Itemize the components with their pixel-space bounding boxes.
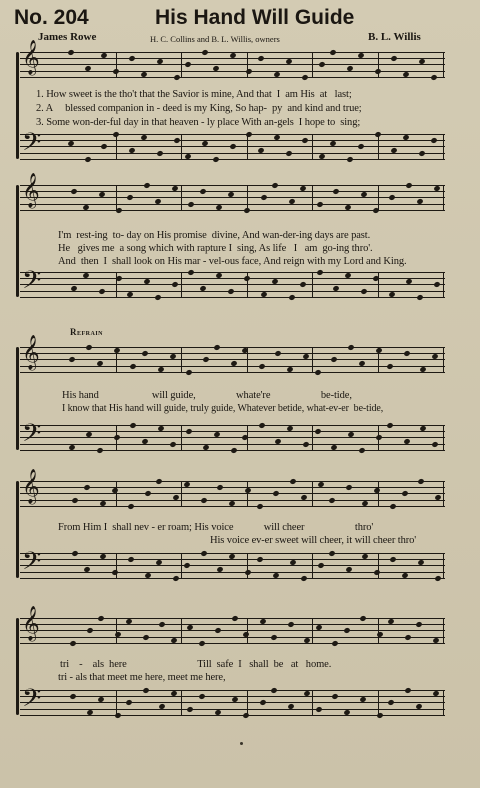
note-head bbox=[328, 550, 335, 557]
system-brace bbox=[16, 481, 19, 578]
bass-clef-icon: 𝄢 bbox=[22, 685, 42, 718]
bass-staff-3 bbox=[20, 420, 445, 453]
bass-clef-icon: 𝄢 bbox=[22, 548, 42, 581]
note-head bbox=[376, 712, 383, 719]
staff-line bbox=[20, 565, 445, 566]
staff-line bbox=[20, 444, 445, 445]
note-head bbox=[112, 68, 119, 75]
note-head bbox=[301, 74, 308, 81]
bar-line bbox=[247, 134, 248, 160]
note-head bbox=[242, 712, 249, 719]
bar-line bbox=[181, 185, 182, 211]
bar-line bbox=[181, 347, 182, 373]
note-head bbox=[314, 369, 321, 376]
note-head bbox=[83, 484, 90, 491]
note-head bbox=[345, 484, 352, 491]
note-head bbox=[187, 201, 194, 208]
treble-clef-icon: 𝄞 bbox=[22, 174, 40, 207]
note-head bbox=[343, 628, 350, 635]
note-head bbox=[386, 422, 393, 429]
note-head bbox=[68, 357, 75, 364]
verse-1-line-2: I'm rest-ing to- day on His promise divine, And wan-der-ing days are past. bbox=[58, 230, 371, 241]
treble-clef-icon: 𝄞 bbox=[22, 607, 40, 640]
bar-line bbox=[443, 553, 444, 579]
note-head bbox=[198, 640, 205, 647]
lyricist: James Rowe bbox=[38, 31, 97, 43]
bar-line bbox=[312, 481, 313, 507]
composer: B. L. Willis bbox=[368, 31, 421, 43]
note-head bbox=[98, 288, 105, 295]
note-head bbox=[315, 706, 322, 713]
note-head bbox=[318, 62, 325, 69]
verse-3-line-2: And then I shall look on His mar - vel-ous face, And reign with my Lord and King. bbox=[58, 256, 407, 267]
note-head bbox=[100, 144, 107, 151]
staff-line bbox=[20, 77, 445, 78]
note-head bbox=[359, 615, 366, 622]
note-head bbox=[143, 182, 150, 189]
bar-line bbox=[312, 347, 313, 373]
note-head bbox=[288, 294, 295, 301]
bar-line bbox=[116, 553, 117, 579]
note-head bbox=[373, 569, 380, 576]
refrain-bass-2: His voice ev-er sweet will cheer, it will cheer thro' bbox=[210, 535, 417, 546]
note-head bbox=[128, 55, 135, 62]
note-head bbox=[216, 484, 223, 491]
note-head bbox=[213, 344, 220, 351]
bar-line bbox=[116, 481, 117, 507]
note-head bbox=[230, 447, 237, 454]
copyright-owners: H. C. Collins and B. L. Willis, owners bbox=[150, 34, 280, 44]
note-head bbox=[231, 615, 238, 622]
bar-line bbox=[181, 618, 182, 644]
refrain-label: Refrain bbox=[70, 327, 104, 337]
note-head bbox=[187, 269, 194, 276]
bar-line bbox=[312, 272, 313, 298]
note-head bbox=[272, 491, 279, 498]
note-head bbox=[229, 144, 236, 151]
note-head bbox=[241, 435, 248, 442]
bar-line bbox=[181, 553, 182, 579]
note-head bbox=[404, 634, 411, 641]
bar-line bbox=[181, 425, 182, 451]
note-head bbox=[127, 556, 134, 563]
note-head bbox=[113, 435, 120, 442]
bar-line bbox=[443, 272, 444, 298]
bar-line bbox=[378, 553, 379, 579]
note-head bbox=[386, 363, 393, 370]
note-head bbox=[317, 563, 324, 570]
note-head bbox=[67, 49, 74, 56]
note-head bbox=[185, 428, 192, 435]
note-head bbox=[184, 62, 191, 69]
bass-staff-1 bbox=[20, 129, 445, 162]
note-head bbox=[71, 497, 78, 504]
note-head bbox=[129, 422, 136, 429]
bar-line bbox=[181, 690, 182, 716]
note-head bbox=[256, 556, 263, 563]
note-head bbox=[97, 615, 104, 622]
bar-line bbox=[443, 690, 444, 716]
bar-line bbox=[378, 134, 379, 160]
note-head bbox=[173, 74, 180, 81]
note-head bbox=[372, 207, 379, 214]
staff-line bbox=[20, 643, 445, 644]
note-head bbox=[155, 478, 162, 485]
note-head bbox=[300, 575, 307, 582]
note-head bbox=[111, 569, 118, 576]
note-head bbox=[185, 369, 192, 376]
staff-line bbox=[20, 690, 445, 691]
refrain-soprano-2: From Him I shall nev - er roam; His voice will cheer thro' bbox=[58, 522, 374, 533]
note-head bbox=[129, 363, 136, 370]
refrain-soprano-1: His hand will guide, whate're be-tide, bbox=[62, 390, 352, 401]
page-mark bbox=[240, 742, 243, 745]
verse-3-line-1: 3. Some won-der-ful day in that heaven - ly place With an-gels I hope to sing; bbox=[36, 117, 361, 128]
bar-line bbox=[312, 185, 313, 211]
staff-line bbox=[20, 58, 445, 59]
staff-line bbox=[20, 140, 445, 141]
bass-staff-5 bbox=[20, 685, 445, 718]
note-head bbox=[126, 195, 133, 202]
bass-clef-icon: 𝄢 bbox=[22, 267, 42, 300]
bar-line bbox=[312, 134, 313, 160]
note-head bbox=[260, 195, 267, 202]
note-head bbox=[227, 288, 234, 295]
hymn-title: His Hand Will Guide bbox=[155, 6, 355, 29]
note-head bbox=[125, 700, 132, 707]
bar-line bbox=[181, 481, 182, 507]
note-head bbox=[244, 569, 251, 576]
note-head bbox=[415, 621, 422, 628]
staff-line bbox=[20, 197, 445, 198]
note-head bbox=[202, 357, 209, 364]
note-head bbox=[141, 350, 148, 357]
note-head bbox=[374, 68, 381, 75]
note-head bbox=[198, 693, 205, 700]
staff-line bbox=[20, 425, 445, 426]
note-head bbox=[270, 634, 277, 641]
staff-line bbox=[20, 372, 445, 373]
note-head bbox=[257, 55, 264, 62]
note-head bbox=[70, 188, 77, 195]
note-head bbox=[332, 188, 339, 195]
treble-staff-5 bbox=[20, 607, 445, 644]
note-head bbox=[158, 621, 165, 628]
staff-line bbox=[20, 185, 445, 186]
note-head bbox=[430, 74, 437, 81]
verse-2-line-2: He gives me a song which with rapture I sing, As life I am go-ing thro'. bbox=[58, 243, 373, 254]
note-head bbox=[417, 478, 424, 485]
note-head bbox=[212, 156, 219, 163]
bar-line bbox=[378, 690, 379, 716]
note-head bbox=[69, 693, 76, 700]
note-head bbox=[183, 563, 190, 570]
system-brace bbox=[16, 618, 19, 715]
note-head bbox=[403, 350, 410, 357]
note-head bbox=[418, 150, 425, 157]
note-head bbox=[357, 144, 364, 151]
bar-line bbox=[378, 185, 379, 211]
bar-line bbox=[312, 618, 313, 644]
staff-line bbox=[20, 278, 445, 279]
treble-staff-4 bbox=[20, 470, 445, 507]
verse-2-line-1: 2. A blessed companion in - deed is my King, So hap- py and kind and true; bbox=[36, 103, 362, 114]
bar-line bbox=[116, 134, 117, 160]
bar-line bbox=[181, 272, 182, 298]
note-head bbox=[96, 447, 103, 454]
note-head bbox=[274, 350, 281, 357]
note-head bbox=[314, 428, 321, 435]
staff-line bbox=[20, 153, 445, 154]
system-brace bbox=[16, 52, 19, 159]
staff-line bbox=[20, 284, 445, 285]
note-head bbox=[328, 497, 335, 504]
staff-line bbox=[20, 431, 445, 432]
note-head bbox=[416, 294, 423, 301]
staff-line bbox=[20, 353, 445, 354]
staff-line bbox=[20, 297, 445, 298]
note-head bbox=[114, 712, 121, 719]
bass-clef-icon: 𝄢 bbox=[22, 420, 42, 453]
note-head bbox=[127, 503, 134, 510]
note-head bbox=[69, 640, 76, 647]
note-head bbox=[389, 503, 396, 510]
treble-staff-1 bbox=[20, 41, 445, 78]
treble-staff-3 bbox=[20, 336, 445, 373]
note-head bbox=[169, 441, 176, 448]
note-head bbox=[171, 282, 178, 289]
note-head bbox=[142, 634, 149, 641]
note-head bbox=[259, 700, 266, 707]
staff-line bbox=[20, 578, 445, 579]
note-head bbox=[71, 550, 78, 557]
note-head bbox=[401, 491, 408, 498]
note-head bbox=[270, 687, 277, 694]
note-head bbox=[200, 550, 207, 557]
note-head bbox=[404, 687, 411, 694]
refrain-bass-1: I know that His hand will guide, truly guide, Whatever betide, what-ev-er be-tide, bbox=[62, 403, 384, 414]
note-head bbox=[405, 182, 412, 189]
staff-line bbox=[20, 64, 445, 65]
bar-line bbox=[312, 690, 313, 716]
note-head bbox=[142, 687, 149, 694]
bar-line bbox=[443, 481, 444, 507]
bar-line bbox=[116, 618, 117, 644]
note-head bbox=[243, 275, 250, 282]
note-head bbox=[347, 344, 354, 351]
bar-line bbox=[312, 553, 313, 579]
refrain-bass-3: tri - als that meet me here, meet me here, bbox=[58, 672, 226, 683]
bar-line bbox=[181, 134, 182, 160]
note-head bbox=[172, 575, 179, 582]
note-head bbox=[431, 441, 438, 448]
bar-line bbox=[312, 425, 313, 451]
treble-clef-icon: 𝄞 bbox=[22, 336, 40, 369]
system-brace bbox=[16, 185, 19, 297]
bar-line bbox=[443, 425, 444, 451]
bar-line bbox=[116, 690, 117, 716]
note-head bbox=[434, 575, 441, 582]
note-head bbox=[115, 207, 122, 214]
verse-1-line-1: 1. How sweet is the tho't that the Savior is mine, And that I am His at last; bbox=[36, 89, 352, 100]
refrain-soprano-3: tri - als here Till safe I shall be at home. bbox=[60, 659, 332, 670]
note-head bbox=[390, 55, 397, 62]
note-head bbox=[299, 282, 306, 289]
note-head bbox=[271, 182, 278, 189]
staff-line bbox=[20, 637, 445, 638]
note-head bbox=[86, 628, 93, 635]
note-head bbox=[360, 288, 367, 295]
note-head bbox=[84, 156, 91, 163]
bar-line bbox=[247, 481, 248, 507]
note-head bbox=[387, 700, 394, 707]
staff-line bbox=[20, 493, 445, 494]
note-head bbox=[331, 640, 338, 647]
bar-line bbox=[181, 52, 182, 78]
note-head bbox=[243, 207, 250, 214]
note-head bbox=[316, 269, 323, 276]
note-head bbox=[112, 131, 119, 138]
note-head bbox=[430, 137, 437, 144]
bar-line bbox=[443, 185, 444, 211]
note-head bbox=[156, 150, 163, 157]
note-head bbox=[285, 150, 292, 157]
bass-staff-2 bbox=[20, 267, 445, 300]
staff-line bbox=[20, 481, 445, 482]
note-head bbox=[186, 706, 193, 713]
note-head bbox=[199, 188, 206, 195]
bar-line bbox=[443, 618, 444, 644]
note-head bbox=[287, 621, 294, 628]
bar-line bbox=[312, 52, 313, 78]
treble-clef-icon: 𝄞 bbox=[22, 41, 40, 74]
bar-line bbox=[378, 618, 379, 644]
note-head bbox=[258, 363, 265, 370]
treble-clef-icon: 𝄞 bbox=[22, 470, 40, 503]
note-head bbox=[301, 137, 308, 144]
note-head bbox=[331, 693, 338, 700]
note-head bbox=[388, 195, 395, 202]
staff-line bbox=[20, 559, 445, 560]
bass-clef-icon: 𝄢 bbox=[22, 129, 42, 162]
note-head bbox=[144, 491, 151, 498]
note-head bbox=[375, 435, 382, 442]
hymn-number: No. 204 bbox=[14, 6, 89, 29]
bar-line bbox=[443, 134, 444, 160]
note-head bbox=[316, 201, 323, 208]
bar-line bbox=[378, 481, 379, 507]
staff-line bbox=[20, 709, 445, 710]
note-head bbox=[389, 556, 396, 563]
note-head bbox=[346, 156, 353, 163]
note-head bbox=[330, 357, 337, 364]
note-head bbox=[173, 137, 180, 144]
note-head bbox=[154, 294, 161, 301]
note-head bbox=[256, 503, 263, 510]
note-head bbox=[214, 628, 221, 635]
note-head bbox=[358, 447, 365, 454]
staff-line bbox=[20, 624, 445, 625]
note-head bbox=[258, 422, 265, 429]
note-head bbox=[374, 131, 381, 138]
note-head bbox=[245, 131, 252, 138]
note-head bbox=[302, 441, 309, 448]
bar-line bbox=[443, 52, 444, 78]
staff-line bbox=[20, 572, 445, 573]
bass-staff-4 bbox=[20, 548, 445, 581]
note-head bbox=[289, 478, 296, 485]
bar-line bbox=[443, 347, 444, 373]
staff-line bbox=[20, 702, 445, 703]
treble-staff-2 bbox=[20, 174, 445, 211]
bar-line bbox=[116, 185, 117, 211]
note-head bbox=[245, 68, 252, 75]
note-head bbox=[433, 282, 440, 289]
system-brace bbox=[16, 347, 19, 450]
note-head bbox=[200, 497, 207, 504]
note-head bbox=[329, 49, 336, 56]
note-head bbox=[85, 344, 92, 351]
note-head bbox=[201, 49, 208, 56]
